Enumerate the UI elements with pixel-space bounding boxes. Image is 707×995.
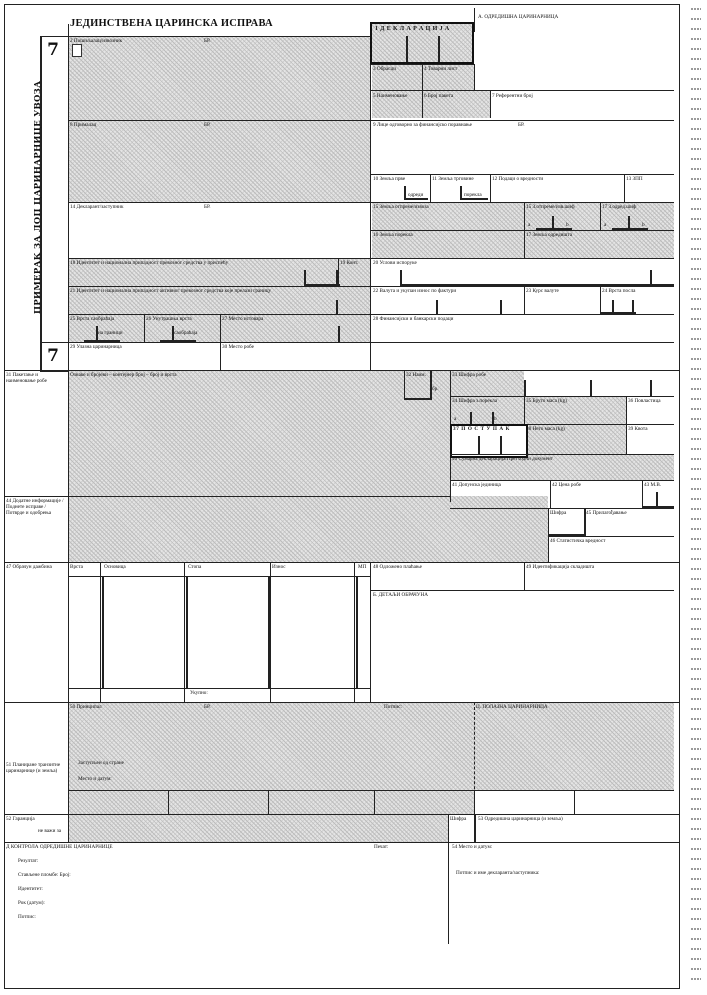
shade-departure (474, 702, 674, 790)
field-42-label: 42 Цена робе (552, 482, 581, 488)
consignor-checkbox[interactable] (72, 44, 82, 57)
field-4-label: 4 Товарни лист (424, 66, 458, 72)
field-2-number-label: БР. (204, 38, 211, 44)
shade-consignee (68, 120, 370, 202)
field-26-label: 26 Унутрашња врста (146, 316, 192, 322)
tax-col-amount: Износ (272, 564, 286, 570)
copy-purpose-title: ПРИМЕРАК ЗА ЛОП ЦАРИНАРНИЦЕ УВОЗА (33, 80, 43, 314)
field-17-a-sub: a (604, 222, 607, 228)
field-51-label: 51 Планиране транзитне царинарнице (и земља) (6, 762, 61, 774)
field-27-label: 27 Место истовара (222, 316, 264, 322)
field-15-b-sub: b (566, 222, 569, 228)
field-5-label: 5 Наименовање (373, 93, 408, 99)
field-49-label: 49 Идентификација складишта (526, 564, 595, 570)
shade-principal (68, 702, 474, 814)
field-48-label: 48 Одложено плаћање (373, 564, 422, 570)
shade-goods (68, 370, 450, 496)
field-44-code-label: Шифра (550, 510, 567, 516)
field-32-sublabel: бр. (432, 386, 439, 392)
field-41-label: 41 Допунска јединица (452, 482, 501, 488)
field-14-number-label: БР. (204, 204, 211, 210)
field-11-label: 11 Земља трговине (432, 176, 474, 182)
field-29-label: 29 Улазна царинарница (70, 344, 122, 350)
field-31-sublabel: Ознаке и бројеви – контејнер број – број и врста (70, 372, 177, 378)
shade-consignor (68, 36, 370, 120)
field-10-sublabel: одреди (408, 192, 424, 198)
field-b-label: Б. ДЕТАЉИ ОБРАЧУНА (373, 592, 428, 598)
field-9-label: 9 Лице одговорно за финансијско поравнање (373, 122, 472, 128)
field-17-b-sub: b (642, 222, 645, 228)
field-23-label: 23 Курс валуте (526, 288, 559, 294)
field-25-sublabel: на граници (98, 330, 123, 336)
field-33-label: 33 Шифра робе (452, 372, 487, 378)
field-39-label: 39 Квота (628, 426, 648, 432)
field-52-sublabel: не важи за (38, 828, 62, 834)
field-50-label: 50 Принципал (70, 704, 102, 710)
field-22-label: 22 Валута и укупан износ по фактури (373, 288, 457, 294)
field-34-label: 34 Шифра з.порекла (452, 398, 498, 404)
field-15a-label: 15 З.отпреме/изв.шиф (526, 204, 575, 210)
field-24-label: 24 Врста посла (602, 288, 636, 294)
field-13-label: 13 ЗПП (626, 176, 643, 182)
tax-col-type: Врста (70, 564, 83, 570)
field-2-label: 2 Пошиљалац/извозник (70, 38, 123, 44)
field-9-number-label: БР. (518, 122, 525, 128)
control-seals-label: Стављене пломбе: Број: (18, 872, 71, 878)
field-45-label: 45 Прилагођавање (586, 510, 627, 516)
copy-number: 7 (47, 40, 59, 60)
field-31-label: 31 Пакетање и наименовање робе (6, 372, 47, 384)
field-36-label: 36 Повластица (628, 398, 661, 404)
field-50-signature-label: Потпис: (384, 704, 402, 710)
field-34-a-sub: a (454, 416, 457, 422)
stamp-label: Печат: (374, 844, 389, 850)
field-32-label: 32 Наим. (406, 372, 426, 378)
field-28-label: 28 Финансијски и банкарски подаци (373, 316, 454, 322)
place-date-label: Место и датум: (78, 776, 112, 782)
control-deadline-label: Рок (датум): (18, 900, 45, 906)
field-d-label: Д КОНТРОЛА ОДРЕДИШНЕ ЦАРИНАРНИЦЕ (6, 844, 113, 850)
destination-office-label: А. ОДРЕДИШНА ЦАРИНАРНИЦА (478, 14, 559, 20)
field-17a-label: 17 З.одред.шиф (602, 204, 637, 210)
field-15-a-sub: a (528, 222, 531, 228)
field-11-sublabel: порекла (464, 192, 482, 198)
field-7-label: 7 Референтни број (492, 93, 533, 99)
control-result-label: Резултат: (18, 858, 39, 864)
field-21-label: 21 Идентитет и национална припадност активног превозног средства које прелази границу (70, 288, 272, 294)
represented-by-label: Заступљен од стране (78, 760, 124, 766)
field-3-label: 3 Обрасци (373, 66, 397, 72)
field-10-label: 10 Земља прве (373, 176, 406, 182)
field-47-label: 47 Обрачун дажбина (6, 564, 52, 570)
field-52-label: 52 Гаранција (6, 816, 35, 822)
field-46-label: 46 Статистичка вредност (550, 538, 606, 544)
field-8-number-label: БР. (204, 122, 211, 128)
declaration-label: 1 Д Е К Л А Р А Ц И Ј А (375, 26, 450, 32)
field-14-label: 14 Декларант/заступник (70, 204, 124, 210)
field-25-label: 25 Врста саобраћаја (70, 316, 115, 322)
field-34-b-sub: b (494, 416, 497, 422)
field-8-label: 8 Прималац (70, 122, 97, 128)
field-20-label: 20 Услови испоруке (373, 260, 417, 266)
field-16-label: 16 Земља порекла (373, 232, 413, 238)
field-54-sublabel: Потпис и име декларанта/заступника: (456, 870, 540, 876)
field-54-label: 54 Место и датум: (452, 844, 493, 850)
shade-mass (524, 396, 626, 454)
shade-additional (68, 496, 548, 562)
tax-col-rate: Стопа (188, 564, 202, 570)
shade-guarantee (68, 814, 448, 842)
copy-number-bottom: 7 (47, 346, 59, 366)
field-12-label: 12 Подаци о вредности (492, 176, 544, 182)
field-30-label: 30 Место робе (222, 344, 254, 350)
field-37-label: 37 П О С Т У П А К (453, 426, 510, 432)
field-43-label: 43 М.В. (644, 482, 662, 488)
field-26-sublabel: саобраћаја (174, 330, 198, 336)
field-40-label: 40 Сумарна декларација/Претходни документ (452, 456, 553, 462)
tax-col-base: Основица (104, 564, 126, 570)
field-18-label: 18 Идентитет и национална припадност превозног средства у приспећу (70, 260, 229, 266)
form-title: ЈЕДИНСТВЕНА ЦАРИНСКА ИСПРАВА (70, 18, 273, 29)
field-53-label: 53 Одредишна царинарница (и земља) (478, 816, 563, 822)
perforation-strip (691, 8, 701, 988)
field-19-label: 19 Конт. (340, 260, 359, 266)
field-44-label: 44 Додатне информације / Поднете исправе / Потврде и одобрења (6, 498, 64, 516)
field-53-code-label: Шифра (450, 816, 467, 822)
control-identity-label: Идентитет: (18, 886, 43, 892)
field-38-label: 38 Нето маса (kg) (526, 426, 565, 432)
field-15-label: 15 Земља отпреме/извоза (373, 204, 429, 210)
field-17-label: 17 Земља одредишта (526, 232, 572, 238)
tax-col-mp: МП (358, 564, 367, 570)
tax-total-label: Укупно: (190, 690, 208, 696)
field-35-label: 35 Бруто маса (kg) (526, 398, 567, 404)
field-c-label: Ц. ПОЛАЗНА ЦАРИНАРНИЦА (476, 704, 548, 710)
field-6-label: 6 Број пакета (424, 93, 454, 99)
control-signature-label: Потпис: (18, 914, 36, 920)
field-50-number-label: БР. (204, 704, 211, 710)
